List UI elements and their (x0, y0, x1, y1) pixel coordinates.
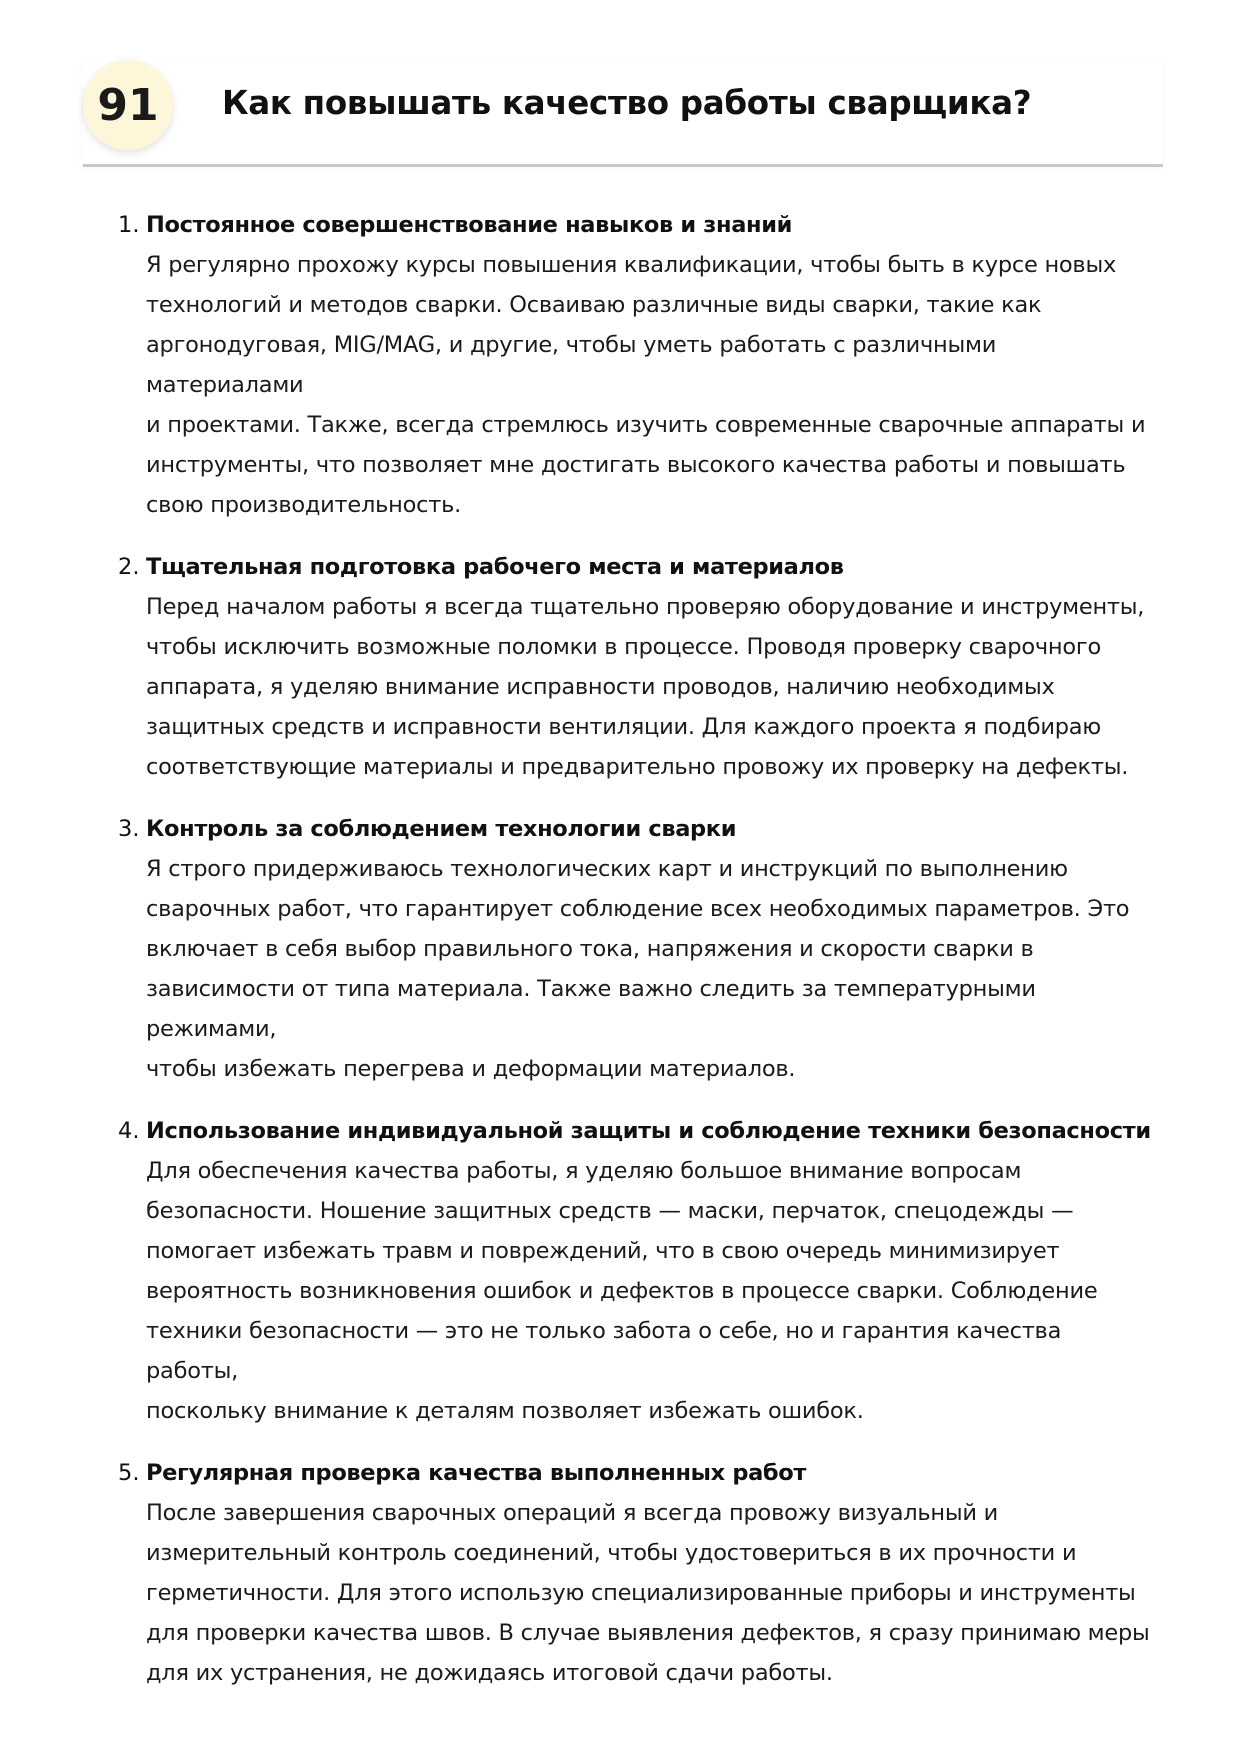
list-item-text: Я строго придерживаюсь технологических карт и инструкций по выполнению сварочных работ, что гарантирует соблюдение всех необходимых параметров. Это включает в себя выбор правильного тока, напряжения и скорости сварки в зависимости от типа материала. Также важно следить за температурными режимами, чтобы избежать перегрева и деформации материалов. (146, 856, 1130, 1082)
page-number-badge: 91 (83, 60, 173, 150)
list-item-number: 2. (118, 554, 140, 580)
list-item-number: 4. (118, 1118, 140, 1144)
list-item-text: Перед началом работы я всегда тщательно проверяю оборудование и инструменты, чтобы исключить возможные поломки в процессе. Проводя проверку сварочного аппарата, я уделяю внимание исправности проводов, наличию необходимых защитных средств и исправности вентиляции. Для каждого проекта я подбираю соответствующие материалы и предварительно провожу их проверку на дефекты. (146, 594, 1145, 780)
page-header (83, 58, 1163, 167)
list-item (118, 1453, 1158, 1693)
list-item-body (146, 547, 1158, 787)
list-item-body (146, 1111, 1158, 1431)
list-item-text: После завершения сварочных операций я всегда провожу визуальный и измерительный контроль соединений, чтобы удостовериться в их прочности и герметичности. Для этого использую специализированные приборы и инструменты для проверки качества швов. В случае выявления дефектов, я сразу принимаю меры для их устранения, не дожидаясь итоговой сдачи работы. (146, 1500, 1150, 1686)
list-item-body (146, 205, 1158, 525)
list-item (118, 205, 1158, 525)
list-item-heading: Тщательная подготовка рабочего места и материалов (146, 554, 844, 580)
page-title: Как повышать качество работы сварщика? (222, 84, 1032, 122)
list-item-text: Для обеспечения качества работы, я уделяю большое внимание вопросам безопасности. Ношение защитных средств — маски, перчаток, спецодежды — помогает избежать травм и повреждений, что в свою очередь минимизирует вероятность возникновения ошибок и дефектов в процессе сварки. Соблюдение техники безопасности — это не только забота о себе, но и гарантия качества работы, поскольку внимание к деталям позволяет избежать ошибок. (146, 1158, 1098, 1424)
list-item-heading: Использование индивидуальной защиты и соблюдение техники безопасности (146, 1118, 1151, 1144)
list-item-heading: Регулярная проверка качества выполненных работ (146, 1460, 807, 1486)
list-item-number: 5. (118, 1460, 140, 1486)
numbered-list (118, 205, 1158, 1693)
list-item-number: 1. (118, 212, 140, 238)
list-item-heading: Контроль за соблюдением технологии сварки (146, 816, 737, 842)
list-item-text: Я регулярно прохожу курсы повышения квалификации, чтобы быть в курсе новых технологий и методов сварки. Осваиваю различные виды сварки, такие как аргонодуговая, MIG/MAG, и другие, чтобы уметь работать с различными материалами и проектами. Также, всегда стремлюсь изучить современные сварочные аппараты и инструменты, что позволяет мне достигать высокого качества работы и повышать свою производительность. (146, 252, 1146, 518)
list-item-body (146, 809, 1158, 1089)
list-item-body (146, 1453, 1158, 1693)
list-item (118, 547, 1158, 787)
list-item-number: 3. (118, 816, 140, 842)
list-item-heading: Постоянное совершенствование навыков и знаний (146, 212, 793, 238)
list-item (118, 1111, 1158, 1431)
list-item (118, 809, 1158, 1089)
